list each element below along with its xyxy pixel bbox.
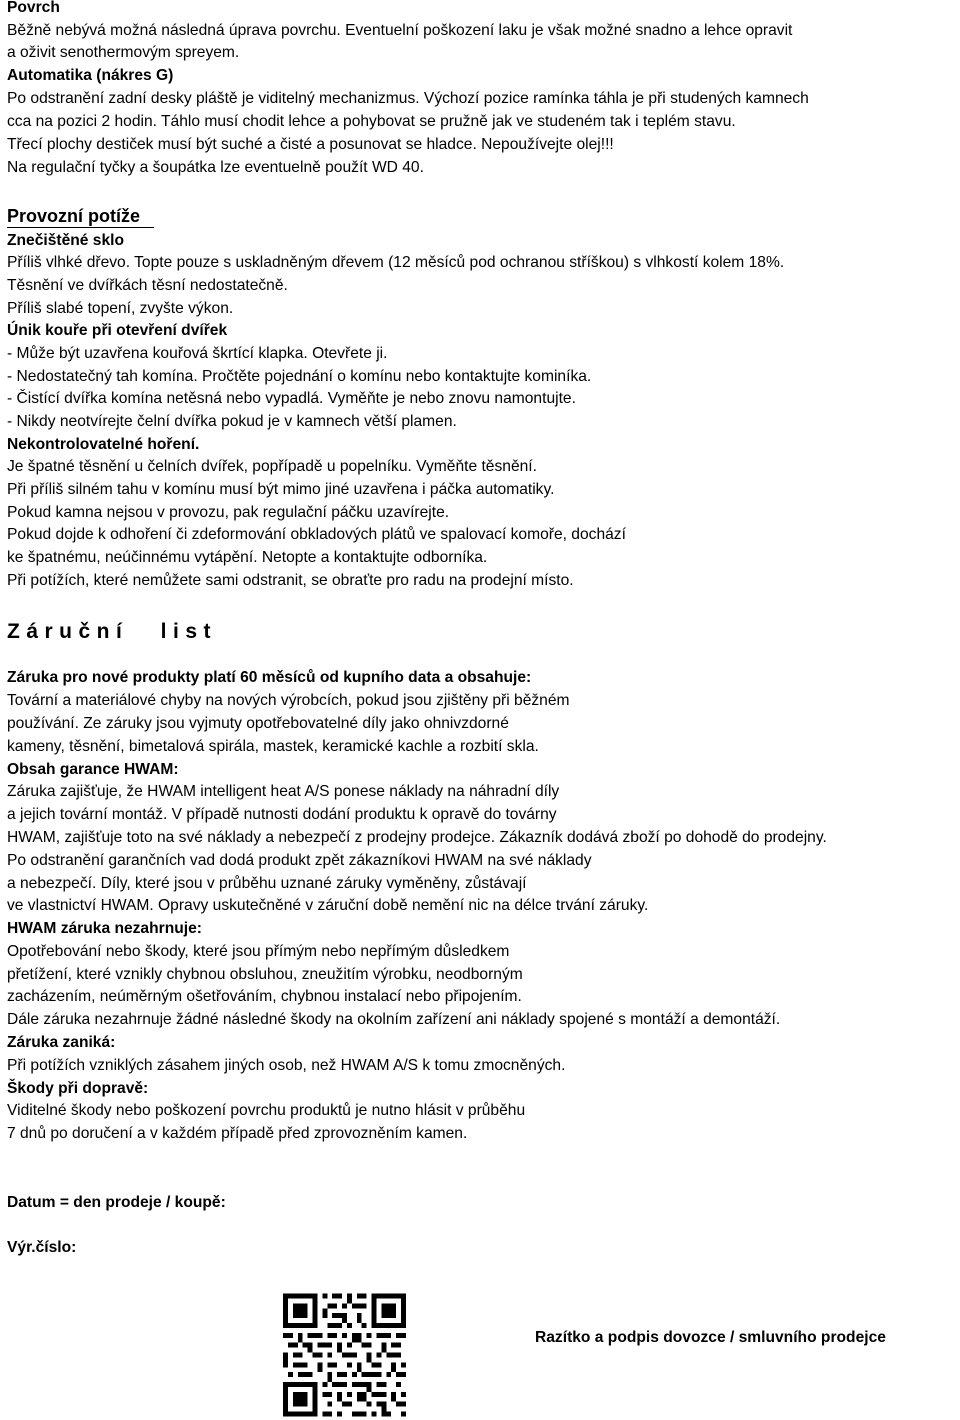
stamp-signature-label: Razítko a podpis dovozce / smluvního prodejce xyxy=(535,1329,886,1346)
troubleshooting-title: Provozní potíže xyxy=(7,205,154,228)
text-line: a oživit senothermovým spreyem. xyxy=(7,44,240,61)
text-line: Třecí plochy destiček musí být suché a čisté a posunovat se hladce. Nepoužívejte olej!!! xyxy=(7,136,614,153)
text-line: přetížení, které vznikly chybnou obsluhou, zneužitím výrobku, neodborným xyxy=(7,966,523,983)
uncontrolled-heading: Nekontrolovatelné hoření. xyxy=(7,436,200,453)
text-line: Těsnění ve dvířkách těsní nedostatečně. xyxy=(7,277,288,294)
warranty-title: Záruční list xyxy=(7,620,218,643)
qr-code-icon xyxy=(283,1290,406,1420)
serial-number-label: Výr.číslo: xyxy=(7,1239,77,1256)
text-line: Opotřebování nebo škody, které jsou přímým nebo nepřímým důsledkem xyxy=(7,943,510,960)
text-line: - Čistící dvířka komína netěsná nebo vypadlá. Vyměňte je nebo znovu namontujte. xyxy=(7,390,576,407)
smoke-leak-heading: Únik kouře při otevření dvířek xyxy=(7,322,228,339)
text-line: Příliš vlhké dřevo. Topte pouze s uskladněným dřevem (12 měsíců pod ochranou stříškou) s vlhkostí kolem 18%. xyxy=(7,254,785,271)
text-line: Pokud dojde k odhoření či zdeformování obkladových plátů ve spalovací komoře, dochází xyxy=(7,526,626,543)
text-line: ve vlastnictví HWAM. Opravy uskutečněné v záruční době nemění nic na délce trvání záruky. xyxy=(7,897,649,914)
text-line: - Může být uzavřena kouřová škrtící klapka. Otevřete ji. xyxy=(7,345,388,362)
text-line: ke špatnému, neúčinnému vytápění. Netopte a kontaktujte odborníka. xyxy=(7,549,488,566)
text-line: používání. Ze záruky jsou vyjmuty opotřebovatelné díly jako ohnivzdorné xyxy=(7,715,509,732)
text-line: Na regulační tyčky a šoupátka lze eventuelně použít WD 40. xyxy=(7,159,424,176)
text-line: Příliš slabé topení, zvyšte výkon. xyxy=(7,300,234,317)
text-line: Při potížích vzniklých zásahem jiných osob, než HWAM A/S k tomu zmocněných. xyxy=(7,1057,566,1074)
dirty-glass-heading: Znečištěné sklo xyxy=(7,232,124,249)
text-line: Běžně nebývá možná následná úprava povrchu. Eventuelní poškození laku je však možné snadno a lehce opravit xyxy=(7,22,793,39)
automatic-heading: Automatika (nákres G) xyxy=(7,67,174,84)
text-line: 7 dnů po doručení a v každém případě před zprovozněním kamen. xyxy=(7,1125,468,1142)
text-line: Viditelné škody nebo poškození povrchu produktů je nutno hlásit v průběhu xyxy=(7,1102,526,1119)
text-line: HWAM, zajišťuje toto na své náklady a nebezpečí z prodejny prodejce. Zákazník dodává zboží po dohodě do prodejny. xyxy=(7,829,827,846)
text-line: Po odstranění garančních vad dodá produkt zpět zákazníkovi HWAM na své náklady xyxy=(7,852,592,869)
warranty-intro-heading: Záruka pro nové produkty platí 60 měsíců od kupního data a obsahuje: xyxy=(7,669,532,686)
text-line: Pokud kamna nejsou v provozu, pak regulační páčku uzavírejte. xyxy=(7,504,450,521)
text-line: zacházením, neúměrným ošetřováním, chybnou instalací nebo připojením. xyxy=(7,988,522,1005)
text-line: - Nikdy neotvírejte čelní dvířka pokud je v kamnech větší plamen. xyxy=(7,413,457,430)
exclusions-heading: HWAM záruka nezahrnuje: xyxy=(7,920,202,937)
text-line: Po odstranění zadní desky pláště je viditelný mechanizmus. Výchozí pozice ramínka táhla je při studených kamnech xyxy=(7,90,809,107)
text-line: Záruka zajišťuje, že HWAM intelligent heat A/S ponese náklady na náhradní díly xyxy=(7,783,560,800)
text-line: a nebezpečí. Díly, které jsou v průběhu uznané záruky vyměněny, zůstávají xyxy=(7,875,527,892)
sale-date-label: Datum = den prodeje / koupě: xyxy=(7,1194,226,1211)
coverage-heading: Obsah garance HWAM: xyxy=(7,761,179,778)
text-line: Tovární a materiálové chyby na nových výrobcích, pokud jsou zjištěny při běžném xyxy=(7,692,570,709)
text-line: Při potížích, které nemůžete sami odstranit, se obraťte pro radu na prodejní místo. xyxy=(7,572,574,589)
text-line: Je špatné těsnění u čelních dvířek, popřípadě u popelníku. Vyměňte těsnění. xyxy=(7,458,537,475)
transport-heading: Škody při dopravě: xyxy=(7,1080,149,1097)
text-line: - Nedostatečný tah komína. Pročtěte pojednání o komínu nebo kontaktujte kominíka. xyxy=(7,368,592,385)
text-line: kameny, těsnění, bimetalová spirála, mastek, keramické kachle a rozbití skla. xyxy=(7,738,539,755)
surface-heading: Povrch xyxy=(7,0,60,16)
text-line: Při příliš silném tahu v komínu musí být mimo jiné uzavřena i páčka automatiky. xyxy=(7,481,555,498)
expiry-heading: Záruka zaniká: xyxy=(7,1034,116,1051)
text-line: Dále záruka nezahrnuje žádné následné škody na okolním zařízení ani náklady spojené s montáží a demontáží. xyxy=(7,1011,781,1028)
text-line: cca na pozici 2 hodin. Táhlo musí chodit lehce a pohybovat se pružně jak ve studeném tak i teplém stavu. xyxy=(7,113,736,130)
text-line: a jejich tovární montáž. V případě nutnosti dodání produktu k opravě do továrny xyxy=(7,806,557,823)
